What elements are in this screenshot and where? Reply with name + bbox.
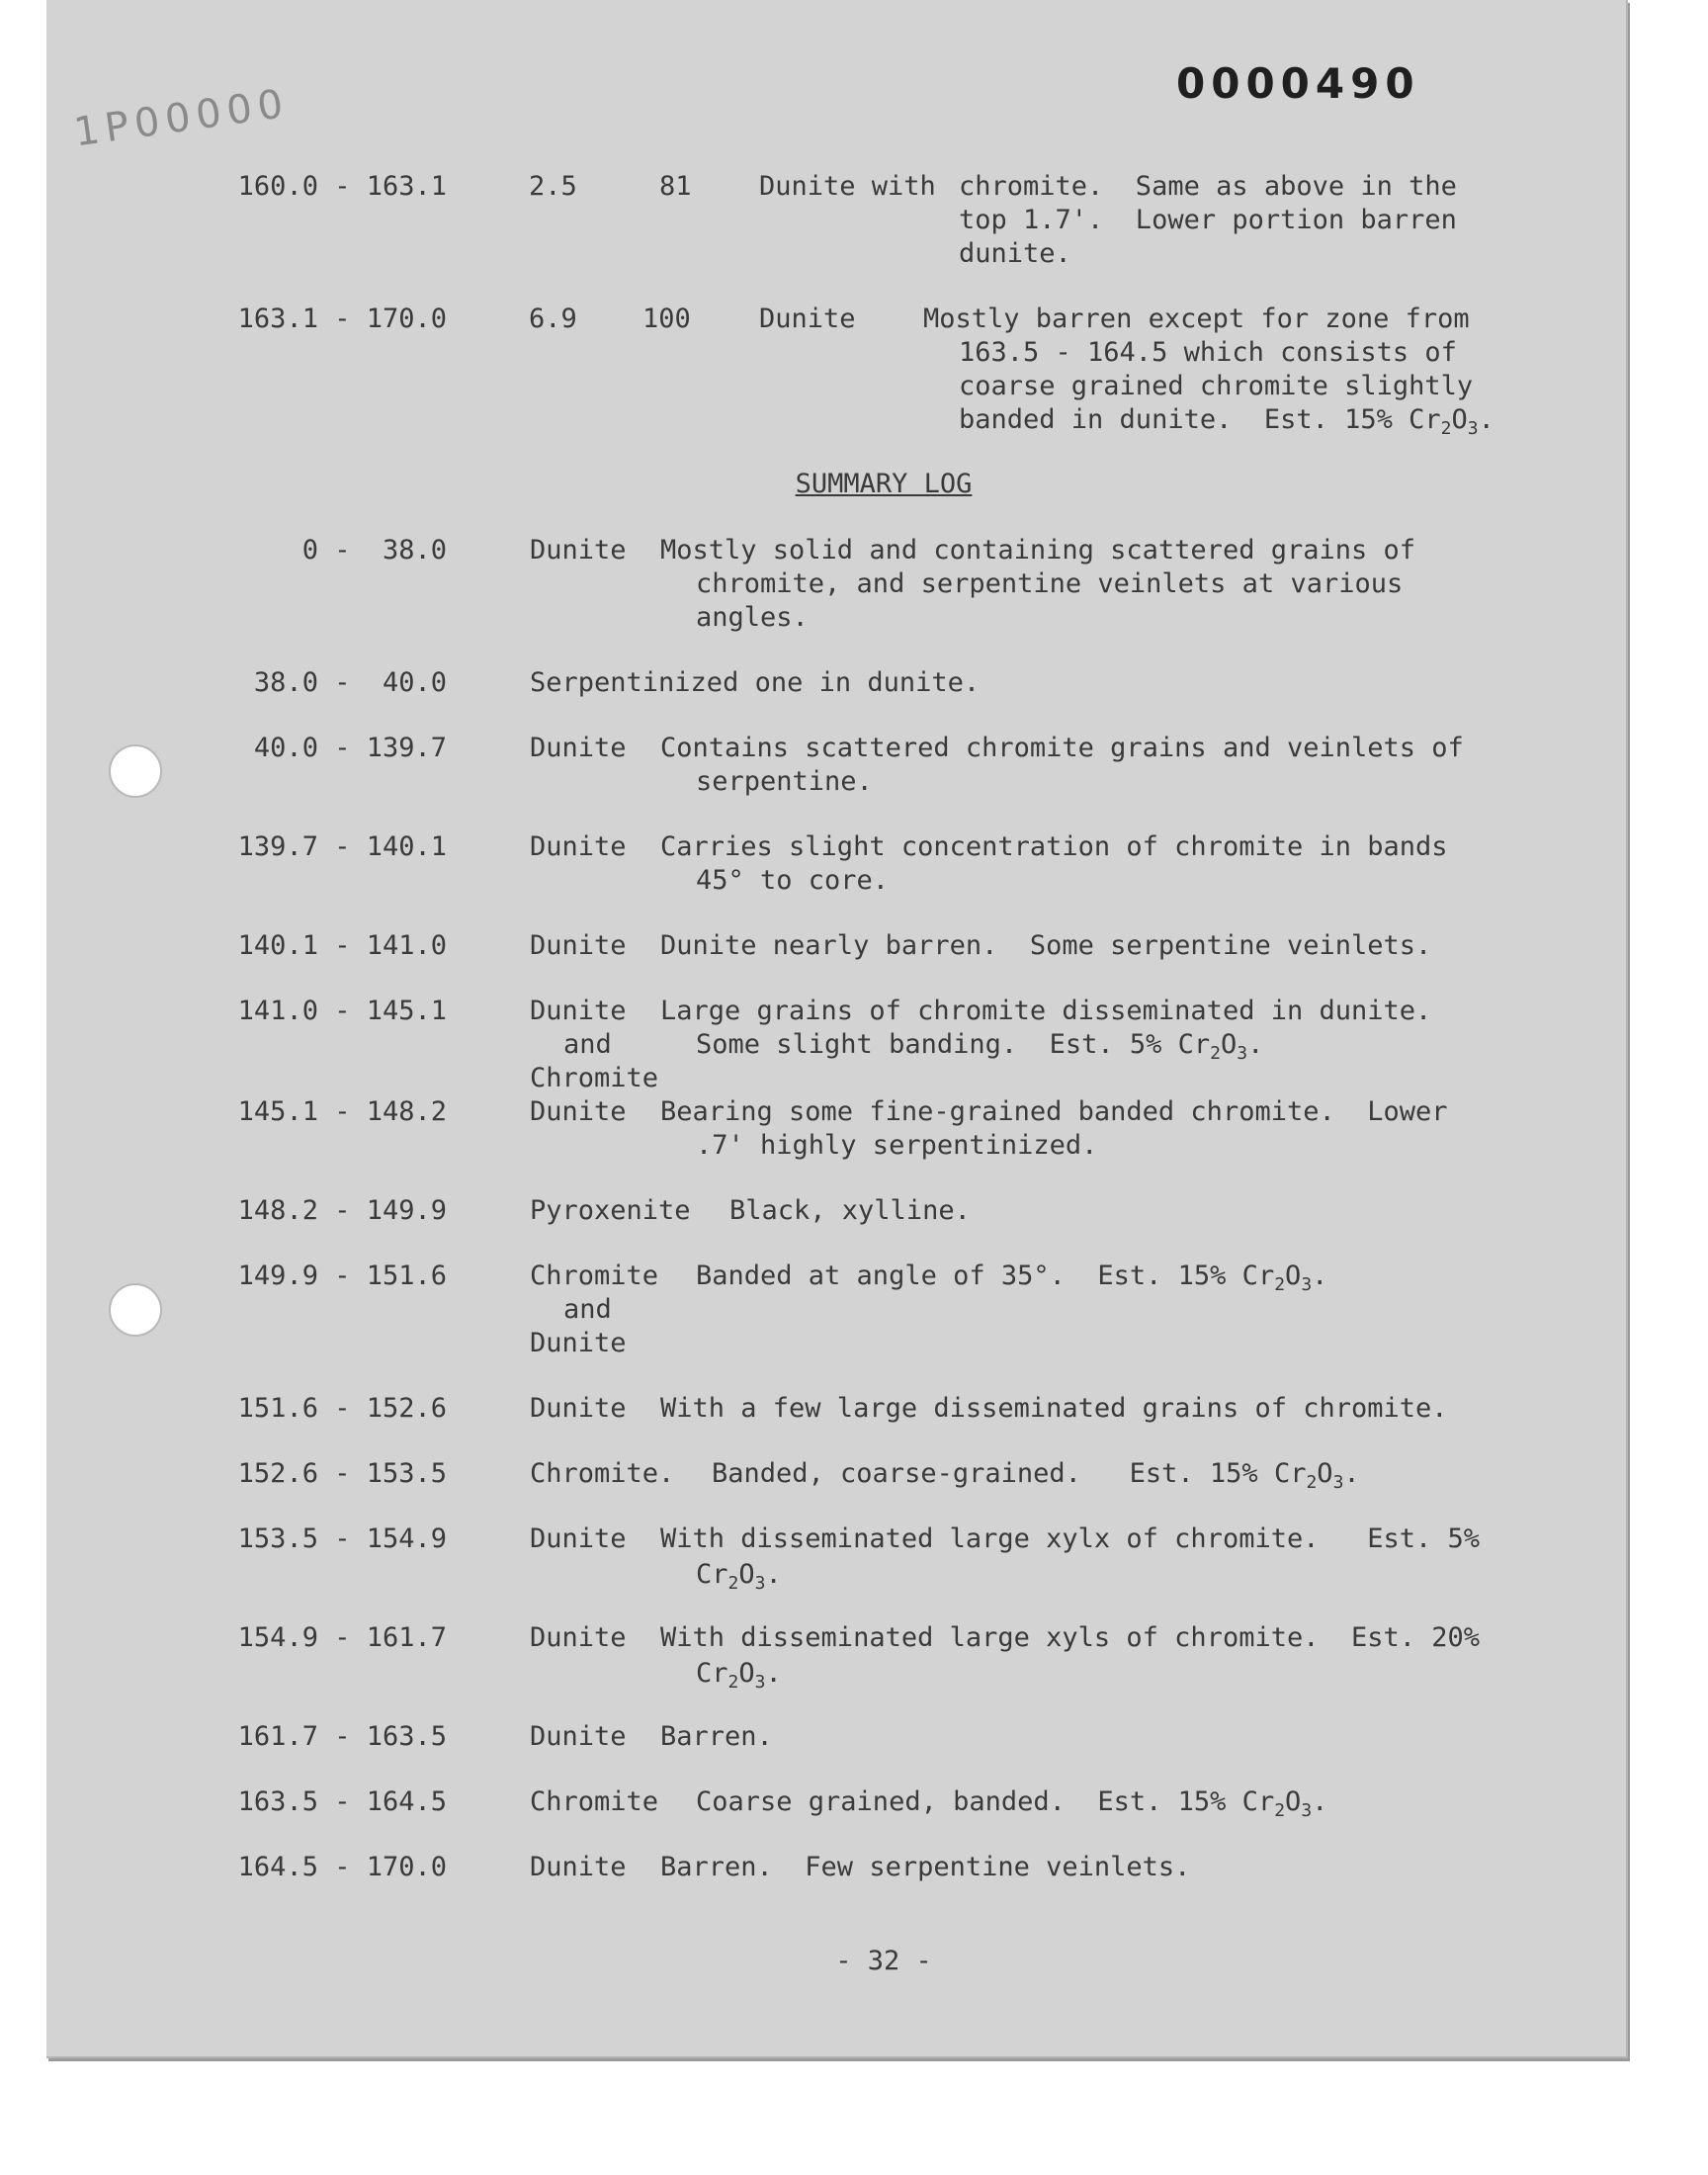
document-number: 0000490 — [1176, 59, 1420, 108]
summary-row-8-line1: Black, xylline. — [729, 1195, 971, 1226]
summary-row-3-depth: 40.0 - 139.7 — [253, 733, 447, 763]
summary-row-2-depth: 38.0 - 40.0 — [253, 667, 447, 698]
summary-row-16-line1: Barren. Few serpentine veinlets. — [660, 1852, 1191, 1882]
summary-row-9-rock-line3: Dunite — [530, 1328, 627, 1358]
top-row-1-rock: Dunite with — [759, 171, 936, 202]
top-row-2-desc-line1: Mostly barren except for zone from — [923, 304, 1470, 334]
summary-log-heading: SUMMARY LOG — [795, 469, 973, 499]
summary-row-3-line1: Contains scattered chromite grains and veinlets of — [660, 733, 1464, 763]
summary-row-7-depth: 145.1 - 148.2 — [237, 1096, 447, 1127]
summary-row-13-depth: 154.9 - 161.7 — [237, 1622, 447, 1653]
summary-row-3-line2: serpentine. — [696, 766, 873, 797]
summary-row-16-depth: 164.5 - 170.0 — [237, 1852, 447, 1882]
punch-hole-bottom — [109, 1283, 162, 1337]
summary-row-12-rock: Dunite — [530, 1523, 627, 1554]
summary-row-12-line1: With disseminated large xylx of chromite. Est. 5% — [660, 1523, 1481, 1554]
summary-row-9-rock-line2: and — [563, 1294, 612, 1325]
summary-row-12-line2: $Cr_2O_3$. — [696, 1559, 782, 1594]
top-row-1-desc-line3: dunite. — [959, 238, 1071, 269]
summary-row-9-depth: 149.9 - 151.6 — [237, 1261, 447, 1291]
top-row-1-desc-line2: top 1.7'. Lower portion barren — [959, 205, 1457, 235]
summary-row-6-rock-line2: and — [563, 1029, 612, 1060]
summary-row-9-line1: Banded at angle of 35°. Est. 15% $Cr_2O_3$. — [696, 1261, 1328, 1295]
top-row-1-feet: 2.5 — [529, 171, 577, 202]
summary-row-3-rock: Dunite — [530, 733, 627, 763]
summary-row-6-rock-line3: Chromite — [530, 1063, 659, 1093]
summary-row-1-rock: Dunite — [530, 535, 627, 566]
summary-row-15-depth: 163.5 - 164.5 — [237, 1786, 447, 1817]
summary-row-4-rock: Dunite — [530, 831, 627, 862]
top-row-2-desc-line2: 163.5 - 164.5 which consists of — [959, 337, 1457, 368]
summary-row-13-line2: $Cr_2O_3$. — [696, 1658, 782, 1693]
summary-row-6-depth: 141.0 - 145.1 — [237, 996, 447, 1026]
top-row-2-feet: 6.9 — [529, 304, 577, 334]
top-row-1-desc-line1: chromite. Same as above in the — [959, 171, 1457, 202]
summary-row-13-line1: With disseminated large xyls of chromite. Est. 20% — [660, 1622, 1481, 1653]
summary-row-4-depth: 139.7 - 140.1 — [237, 831, 447, 862]
summary-row-7-rock: Dunite — [530, 1096, 627, 1127]
summary-row-8-rock: Pyroxenite — [530, 1195, 691, 1226]
summary-row-13-rock: Dunite — [530, 1622, 627, 1653]
summary-row-14-rock: Dunite — [530, 1721, 627, 1752]
summary-row-6-line2: Some slight banding. Est. 5% $Cr_2O_3$. — [696, 1029, 1264, 1064]
summary-row-1-line2: chromite, and serpentine veinlets at various — [696, 568, 1404, 599]
summary-row-15-line1: Coarse grained, banded. Est. 15% $Cr_2O_3$. — [696, 1786, 1328, 1821]
summary-row-1-line3: angles. — [696, 602, 809, 633]
summary-row-10-line1: With a few large disseminated grains of chromite. — [660, 1393, 1448, 1424]
punch-hole-top — [109, 744, 162, 798]
summary-row-12-depth: 153.5 - 154.9 — [237, 1523, 447, 1554]
summary-row-11-line1: Banded, coarse-grained. Est. 15% $Cr_2O_3$. — [712, 1458, 1360, 1493]
top-row-1-depth: 160.0 - 163.1 — [237, 171, 447, 202]
top-row-2-desc-line4: banded in dunite. Est. 15% $Cr_2O_3$. — [959, 404, 1494, 439]
top-row-1-recovery: 81 — [659, 171, 692, 202]
summary-row-14-depth: 161.7 - 163.5 — [237, 1721, 447, 1752]
summary-row-5-rock: Dunite — [530, 930, 627, 961]
summary-row-4-line1: Carries slight concentration of chromite in bands — [660, 831, 1448, 862]
summary-row-8-depth: 148.2 - 149.9 — [237, 1195, 447, 1226]
summary-row-1-line1: Mostly solid and containing scattered grains of — [660, 535, 1416, 566]
summary-row-11-depth: 152.6 - 153.5 — [237, 1458, 447, 1489]
summary-row-9-rock: Chromite — [530, 1261, 659, 1291]
summary-row-4-line2: 45° to core. — [696, 865, 890, 896]
summary-row-1-depth: 0 - 38.0 — [301, 535, 447, 566]
summary-row-5-depth: 140.1 - 141.0 — [237, 930, 447, 961]
summary-row-15-rock: Chromite — [530, 1786, 659, 1817]
top-row-2-depth: 163.1 - 170.0 — [237, 304, 447, 334]
summary-row-5-line1: Dunite nearly barren. Some serpentine veinlets. — [660, 930, 1432, 961]
summary-row-14-line1: Barren. — [660, 1721, 773, 1752]
top-row-2-recovery: 100 — [642, 304, 691, 334]
top-row-2-rock: Dunite — [759, 304, 856, 334]
summary-row-10-depth: 151.6 - 152.6 — [237, 1393, 447, 1424]
summary-row-16-rock: Dunite — [530, 1852, 627, 1882]
summary-row-11-rock: Chromite. — [530, 1458, 675, 1489]
summary-row-2-rock: Serpentinized one in dunite. — [530, 667, 981, 698]
summary-row-10-rock: Dunite — [530, 1393, 627, 1424]
summary-row-7-line1: Bearing some fine-grained banded chromite. Lower — [660, 1096, 1448, 1127]
summary-row-6-rock: Dunite — [530, 996, 627, 1026]
top-row-2-desc-line3: coarse grained chromite slightly — [959, 371, 1474, 401]
faded-stamp: 1P00000 — [71, 80, 293, 156]
summary-row-7-line2: .7' highly serpentinized. — [696, 1130, 1098, 1161]
summary-row-6-line1: Large grains of chromite disseminated in dunite. — [660, 996, 1432, 1026]
page-number: - 32 - — [835, 1946, 932, 1976]
